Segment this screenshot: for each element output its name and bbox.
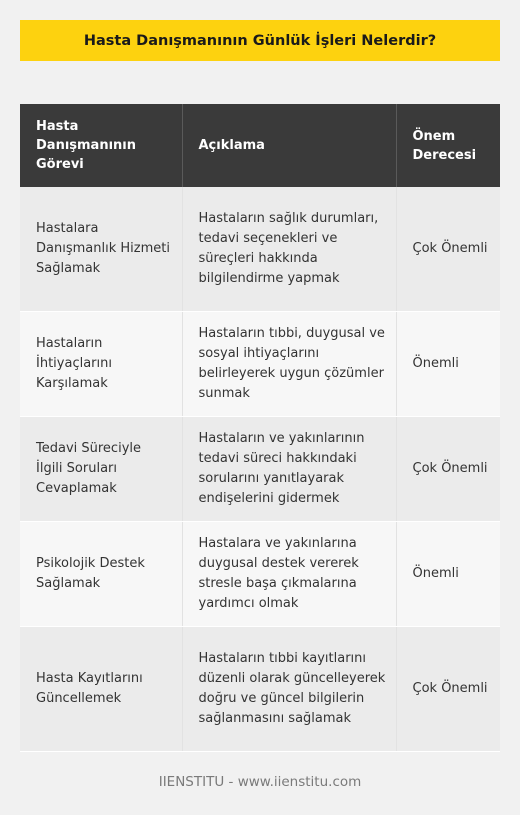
table-row — [20, 312, 500, 417]
duties-table — [20, 104, 500, 752]
description-cell: Hastaların tıbbi, duygusal ve sosyal ihtiyaçlarını belirleyerek uygun çözümler sunmak — [182, 312, 396, 417]
description-cell: Hastalara ve yakınlarına duygusal destek vererek stresle başa çıkmalarına yardımcı olmak — [182, 522, 396, 627]
footer-credit: IIENSTITU - www.iienstitu.com — [158, 774, 362, 790]
column-header-description: Açıklama — [182, 104, 396, 187]
description-cell: Hastaların tıbbi kayıtlarını düzenli olarak güncelleyerek doğru ve güncel bilgilerin sağlanmasını sağlamak — [182, 627, 396, 752]
importance-cell: Önemli — [396, 522, 500, 627]
page-title: Hasta Danışmanının Günlük İşleri Nelerdir? — [83, 32, 437, 49]
table-row — [20, 627, 500, 752]
task-cell: Tedavi Süreciyle İlgili Soruları Cevaplamak — [20, 417, 182, 522]
task-cell: Hastaların İhtiyaçlarını Karşılamak — [20, 312, 182, 417]
table-header-row — [20, 104, 500, 187]
title-banner — [20, 20, 500, 61]
description-cell: Hastaların ve yakınlarının tedavi süreci hakkındaki sorularını yanıtlayarak endişelerini gidermek — [182, 417, 396, 522]
task-cell: Hasta Kayıtlarını Güncellemek — [20, 627, 182, 752]
table-row — [20, 187, 500, 312]
task-cell: Hastalara Danışmanlık Hizmeti Sağlamak — [20, 187, 182, 312]
description-cell: Hastaların sağlık durumları, tedavi seçenekleri ve süreçleri hakkında bilgilendirme yapmak — [182, 187, 396, 312]
table-row — [20, 522, 500, 627]
importance-cell: Çok Önemli — [396, 187, 500, 312]
column-header-importance: Önem Derecesi — [396, 104, 500, 187]
task-cell: Psikolojik Destek Sağlamak — [20, 522, 182, 627]
importance-cell: Önemli — [396, 312, 500, 417]
column-header-task: Hasta Danışmanının Görevi — [20, 104, 182, 187]
importance-cell: Çok Önemli — [396, 627, 500, 752]
table-row — [20, 417, 500, 522]
importance-cell: Çok Önemli — [396, 417, 500, 522]
